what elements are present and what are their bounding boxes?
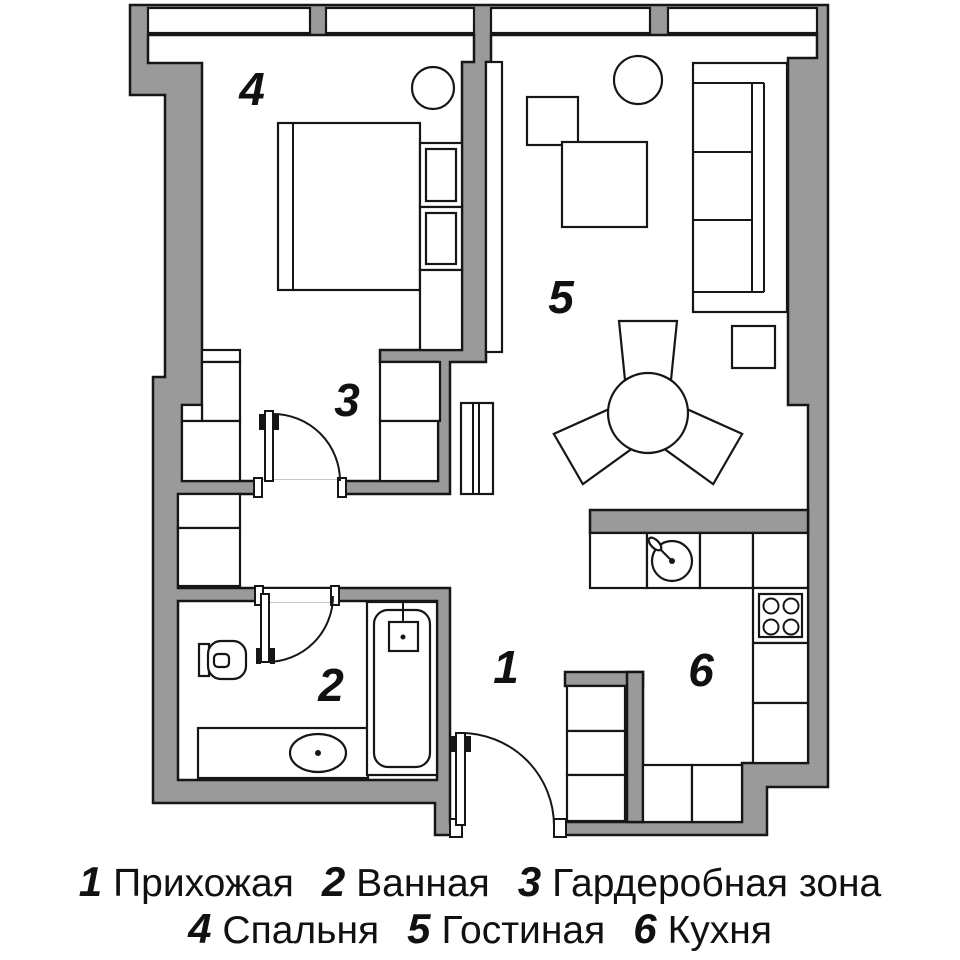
cabinet-icon [178, 494, 240, 528]
door-icon [456, 733, 465, 825]
bathtub-icon [367, 601, 437, 775]
sofa-icon [693, 63, 787, 312]
room-label-living: 5 [548, 271, 574, 323]
cabinet-icon [178, 528, 240, 586]
legend-item-living [407, 906, 605, 953]
legend-name: Кухня [667, 908, 772, 952]
shelving-unit-icon [461, 403, 493, 494]
legend-name: Прихожая [113, 862, 294, 905]
entry-wardrobe-wall-side [627, 672, 643, 822]
legend-number: 3 [517, 858, 542, 905]
legend-item-bathroom [322, 859, 490, 906]
wardrobe-icon [567, 775, 625, 821]
washbasin-icon [290, 734, 346, 772]
legend-item-hallway [79, 859, 294, 906]
room-label-bedroom: 4 [239, 63, 265, 115]
dining-table-icon [608, 373, 688, 453]
legend-item-bedroom [188, 906, 379, 953]
floor-lamp-icon [614, 56, 662, 104]
dresser-icon [420, 270, 462, 350]
legend-number: 5 [407, 904, 431, 952]
legend-row-1 [79, 859, 882, 906]
legend-item-wardrobe [518, 859, 881, 906]
legend-item-kitchen [633, 906, 772, 953]
bed-icon [278, 123, 420, 290]
side-table-icon [732, 326, 775, 368]
room-label-wardrobe: 3 [334, 374, 360, 426]
coffee-table-icon [562, 142, 647, 227]
shelf-icon [486, 62, 502, 352]
window-icon [326, 8, 474, 33]
door-icon [261, 594, 269, 662]
nightstand-drawer [426, 149, 456, 201]
legend-name: Гардеробная зона [552, 862, 882, 905]
legend-number: 4 [188, 904, 212, 952]
room-label-kitchen: 6 [688, 644, 714, 696]
door-jamb [554, 819, 566, 837]
wardrobe-icon [202, 362, 240, 421]
wardrobe-icon [380, 362, 440, 421]
counter-icon [700, 533, 753, 588]
door-jamb [254, 478, 262, 497]
legend [0, 845, 960, 960]
chair-icon [619, 321, 677, 380]
wardrobe-icon [380, 421, 438, 481]
cabinet-icon [753, 643, 808, 703]
counter-icon [753, 533, 808, 588]
room-label-bathroom: 2 [318, 659, 344, 711]
coffee-table-icon [527, 97, 578, 145]
door-icon [265, 411, 273, 481]
window-icon [668, 8, 817, 33]
wardrobe-icon [567, 686, 625, 731]
window-icon [491, 8, 650, 33]
legend-number: 1 [78, 858, 103, 905]
legend-name: Гостиная [441, 908, 606, 952]
kitchen-wall [590, 510, 808, 533]
toilet-icon [199, 641, 246, 679]
cabinet-icon [692, 765, 742, 822]
room-label-hallway: 1 [493, 641, 519, 693]
wardrobe-icon [567, 731, 625, 775]
floor-lamp-icon [412, 67, 454, 109]
counter-icon [590, 533, 647, 588]
legend-number: 2 [321, 858, 346, 905]
wardrobe-icon [182, 421, 240, 481]
legend-number: 6 [633, 904, 657, 952]
legend-row-2 [188, 906, 772, 953]
wardrobe-icon [182, 405, 202, 421]
legend-name: Ванная [356, 862, 490, 905]
nightstand-drawer [426, 213, 456, 264]
window-icon [148, 8, 310, 33]
legend-name: Спальня [222, 908, 380, 952]
cabinet-icon [753, 703, 808, 763]
wardrobe-icon [202, 350, 240, 362]
stove-icon [753, 588, 808, 643]
cabinet-icon [643, 765, 692, 822]
